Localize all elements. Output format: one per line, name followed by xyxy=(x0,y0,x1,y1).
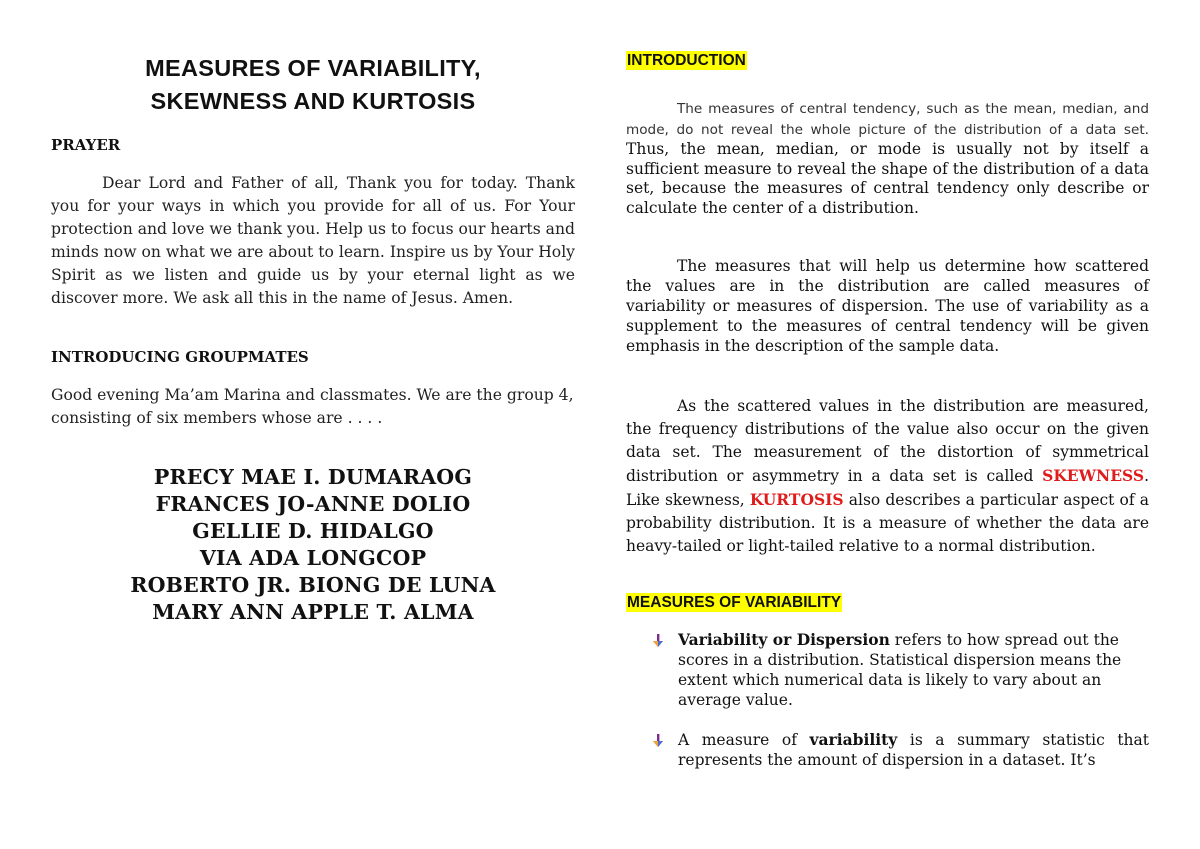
kurtosis-term: KURTOSIS xyxy=(749,490,844,509)
variability-heading xyxy=(626,594,842,612)
bullet-item-measure xyxy=(626,730,1149,770)
arrow-down-bullet-icon xyxy=(650,633,666,649)
intro-paragraph-1 xyxy=(626,99,1149,218)
p3-text-c: also describes a particular aspect of a probability distribution. It is a measure of whether the data are heavy-tailed or light-tailed relative to a normal distribution. xyxy=(626,491,1149,555)
member-list xyxy=(51,464,575,626)
member-name: MARY ANN APPLE T. ALMA xyxy=(152,600,474,624)
member-name: VIA ADA LONGCOP xyxy=(199,546,427,570)
member-name: ROBERTO JR. BIONG DE LUNA xyxy=(130,573,496,597)
arrow-down-bullet-icon xyxy=(650,733,666,749)
intro-p1-rest-text: Thus, the mean, median, or mode is usually not by itself a sufficient measure to reveal the shape of the distribution of a data set, because the measures of central tendency only describe or calculate the center of a distribution. xyxy=(626,140,1149,217)
groupmates-heading: INTRODUCING GROUPMATES xyxy=(51,348,309,366)
dispersion-term: Variability or Dispersion xyxy=(678,630,890,649)
introduction-heading-label: INTRODUCTION xyxy=(627,52,746,69)
prayer-heading: PRAYER xyxy=(51,136,121,154)
p3-text-b: . Like skewness, xyxy=(626,467,1149,509)
measure-text-b: is a summary statistic that represents the amount of dispersion in a dataset. It’s xyxy=(678,731,1149,769)
dispersion-definition: refers to how spread out the scores in a distribution. Statistical dispersion means the extent which numerical data is likely to vary about an average value. xyxy=(678,631,1122,709)
intro-paragraph-2: The measures that will help us determine how scattered the values are in the distribution are called measures of variability or measures of dispersion. The use of variability as a supplement to the measures of central tendency will be given emphasis in the description of the sample data. xyxy=(626,257,1149,355)
member-name: GELLIE D. HIDALGO xyxy=(192,519,434,543)
groupmates-text: Good evening Ma’am Marina and classmates. We are the group 4, consisting of six members whose are . . . . xyxy=(51,386,574,427)
introduction-heading xyxy=(626,52,747,70)
prayer-text: Dear Lord and Father of all, Thank you for today. Thank you for your ways in which you provide for all of us. For Your protection and love we thank you. Help us to focus our hearts and minds now on what we are about to learn. Inspire us by Your Holy Spirit as we listen and guide us by your eternal light as we discover more. We ask all this in the name of Jesus. Amen. xyxy=(51,174,575,307)
document-title xyxy=(51,52,575,118)
variability-term: variability xyxy=(809,730,898,749)
title-line-1: MEASURES OF VARIABILITY, xyxy=(145,55,481,81)
member-name: PRECY MAE I. DUMARAOG xyxy=(153,465,473,489)
p3-text-a: As the scattered values in the distribution are measured, the frequency distributions of the value also occur on the given data set. The measurement of the distortion of symmetrical distribution or asymmetry in a data set is called xyxy=(626,397,1149,485)
member-name: FRANCES JO-ANNE DOLIO xyxy=(155,492,471,516)
measure-text-a: A measure of xyxy=(678,731,810,749)
variability-heading-label: MEASURES OF VARIABILITY xyxy=(627,594,842,611)
title-line-2: SKEWNESS AND KURTOSIS xyxy=(150,88,476,114)
variability-bullet-list xyxy=(626,630,1149,790)
intro-p1-small-text: The measures of central tendency, such as the mean, median, and mode, do not reveal the whole picture of the distribution of a data set. xyxy=(626,101,1149,138)
intro-paragraph-3 xyxy=(626,395,1149,558)
bullet-item-dispersion xyxy=(626,630,1133,710)
skewness-term: SKEWNESS xyxy=(1042,466,1145,485)
